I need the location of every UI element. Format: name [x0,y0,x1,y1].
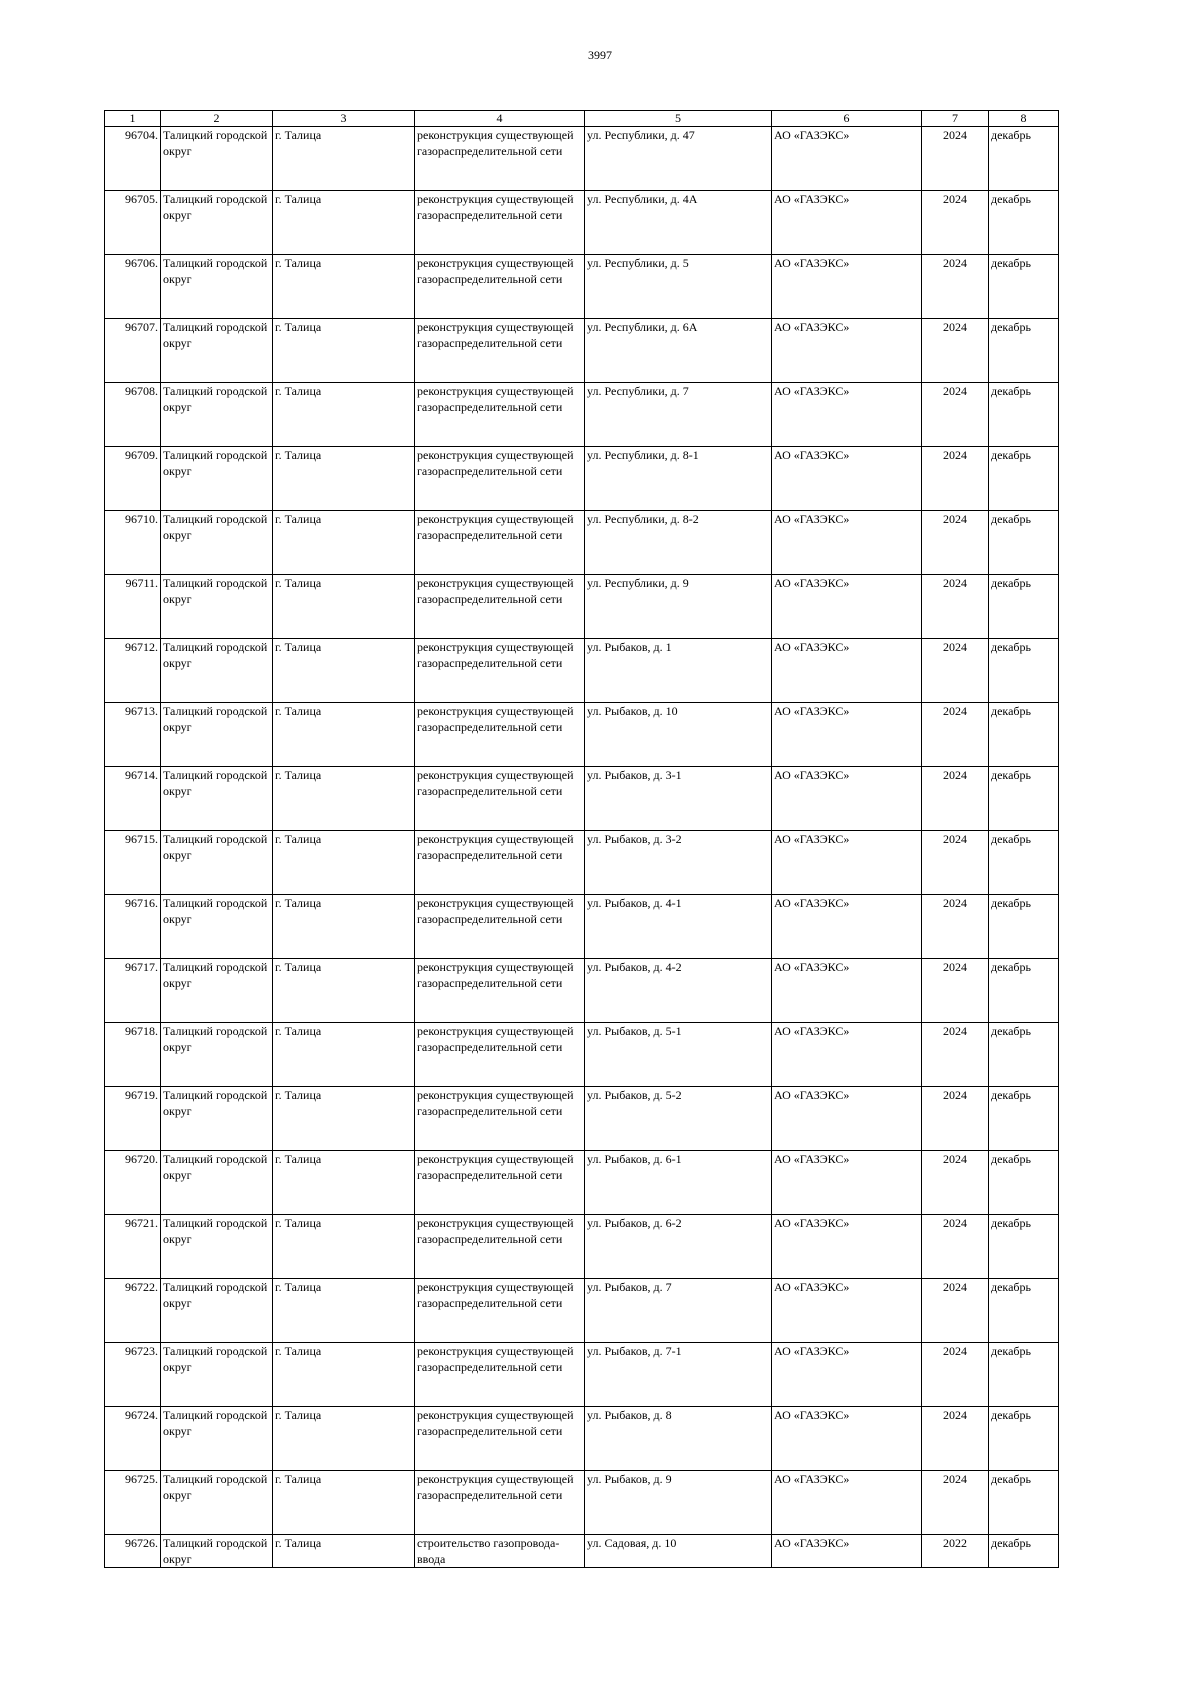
year-cell: 2022 [922,1535,989,1568]
work-type-line: ввода [417,1552,446,1566]
row-number-cell: 96722. [105,1279,161,1343]
district-cell: Талицкий городской округ [161,831,273,895]
year-cell: 2024 [922,1343,989,1407]
column-header-8: 8 [989,111,1059,127]
work-type-cell [415,1535,585,1568]
organization-cell: АО «ГАЗЭКС» [772,255,922,319]
work-type-line: реконструкция существующей [417,1024,574,1038]
address-cell: ул. Республики, д. 47 [585,127,772,191]
year-cell: 2024 [922,959,989,1023]
district-cell: Талицкий городской округ [161,1343,273,1407]
district-cell: Талицкий городской округ [161,1407,273,1471]
table-row [105,1535,1059,1568]
month-cell: декабрь [989,255,1059,319]
work-type-line: газораспределительной сети [417,1424,563,1438]
column-header-7: 7 [922,111,989,127]
year-cell: 2024 [922,1087,989,1151]
work-type-line: газораспределительной сети [417,1232,563,1246]
work-type-line: реконструкция существующей [417,384,574,398]
address-cell: ул. Республики, д. 8-1 [585,447,772,511]
city-cell: г. Талица [273,895,415,959]
organization-cell: АО «ГАЗЭКС» [772,1343,922,1407]
row-number-cell: 96711. [105,575,161,639]
column-header-3: 3 [273,111,415,127]
address-cell: ул. Рыбаков, д. 7-1 [585,1343,772,1407]
column-header-6: 6 [772,111,922,127]
work-type-cell [415,319,585,383]
row-number-cell: 96716. [105,895,161,959]
work-type-line: реконструкция существующей [417,512,574,526]
work-type-cell [415,1279,585,1343]
work-type-line: реконструкция существующей [417,1344,574,1358]
work-type-line: газораспределительной сети [417,1040,563,1054]
city-cell: г. Талица [273,383,415,447]
organization-cell: АО «ГАЗЭКС» [772,703,922,767]
row-number-cell: 96720. [105,1151,161,1215]
row-number-cell: 96724. [105,1407,161,1471]
city-cell: г. Талица [273,1471,415,1535]
organization-cell: АО «ГАЗЭКС» [772,1407,922,1471]
table-row [105,1087,1059,1151]
organization-cell: АО «ГАЗЭКС» [772,447,922,511]
row-number-cell: 96725. [105,1471,161,1535]
address-cell: ул. Рыбаков, д. 4-2 [585,959,772,1023]
month-cell: декабрь [989,1279,1059,1343]
table-row [105,447,1059,511]
year-cell: 2024 [922,767,989,831]
address-cell: ул. Рыбаков, д. 5-1 [585,1023,772,1087]
work-type-line: реконструкция существующей [417,1408,574,1422]
city-cell: г. Талица [273,1535,415,1568]
organization-cell: АО «ГАЗЭКС» [772,1023,922,1087]
work-type-line: реконструкция существующей [417,256,574,270]
district-cell: Талицкий городской округ [161,1471,273,1535]
organization-cell: АО «ГАЗЭКС» [772,511,922,575]
address-cell: ул. Рыбаков, д. 8 [585,1407,772,1471]
work-type-line: реконструкция существующей [417,1088,574,1102]
district-cell: Талицкий городской округ [161,1087,273,1151]
month-cell: декабрь [989,447,1059,511]
work-type-line: реконструкция существующей [417,960,574,974]
year-cell: 2024 [922,383,989,447]
work-type-line: газораспределительной сети [417,1488,563,1502]
year-cell: 2024 [922,319,989,383]
work-type-line: реконструкция существующей [417,1152,574,1166]
address-cell: ул. Рыбаков, д. 10 [585,703,772,767]
row-number-cell: 96710. [105,511,161,575]
year-cell: 2024 [922,1407,989,1471]
district-cell: Талицкий городской округ [161,1215,273,1279]
table-row [105,1215,1059,1279]
work-type-cell [415,831,585,895]
work-type-cell [415,1215,585,1279]
district-cell: Талицкий городской округ [161,1023,273,1087]
table-row [105,1343,1059,1407]
work-type-cell [415,255,585,319]
city-cell: г. Талица [273,1215,415,1279]
page-number: 3997 [588,48,612,62]
work-type-line: реконструкция существующей [417,832,574,846]
work-type-line: реконструкция существующей [417,576,574,590]
city-cell: г. Талица [273,1279,415,1343]
city-cell: г. Талица [273,575,415,639]
month-cell: декабрь [989,703,1059,767]
month-cell: декабрь [989,127,1059,191]
address-cell: ул. Рыбаков, д. 4-1 [585,895,772,959]
work-type-line: реконструкция существующей [417,1216,574,1230]
work-type-cell [415,1407,585,1471]
city-cell: г. Талица [273,319,415,383]
month-cell: декабрь [989,383,1059,447]
month-cell: декабрь [989,1215,1059,1279]
organization-cell: АО «ГАЗЭКС» [772,1471,922,1535]
address-cell: ул. Рыбаков, д. 1 [585,639,772,703]
work-type-cell [415,1471,585,1535]
city-cell: г. Талица [273,1023,415,1087]
work-type-line: реконструкция существующей [417,1280,574,1294]
organization-cell: АО «ГАЗЭКС» [772,1087,922,1151]
district-cell: Талицкий городской округ [161,191,273,255]
work-type-cell [415,1087,585,1151]
work-type-line: реконструкция существующей [417,448,574,462]
work-type-line: газораспределительной сети [417,1360,563,1374]
column-header-1: 1 [105,111,161,127]
work-type-line: газораспределительной сети [417,1168,563,1182]
month-cell: декабрь [989,1151,1059,1215]
table-row [105,1407,1059,1471]
city-cell: г. Талица [273,639,415,703]
row-number-cell: 96723. [105,1343,161,1407]
work-type-cell [415,1023,585,1087]
table-row [105,383,1059,447]
address-cell: ул. Рыбаков, д. 5-2 [585,1087,772,1151]
work-type-cell [415,1151,585,1215]
month-cell: декабрь [989,1087,1059,1151]
row-number-cell: 96707. [105,319,161,383]
column-header-2: 2 [161,111,273,127]
address-cell: ул. Республики, д. 4А [585,191,772,255]
work-type-cell [415,127,585,191]
work-type-cell [415,511,585,575]
district-cell: Талицкий городской округ [161,703,273,767]
district-cell: Талицкий городской округ [161,1535,273,1568]
month-cell: декабрь [989,1023,1059,1087]
table-row [105,639,1059,703]
row-number-cell: 96709. [105,447,161,511]
work-type-line: газораспределительной сети [417,272,563,286]
column-number-row [105,111,1059,127]
work-type-line: газораспределительной сети [417,528,563,542]
address-cell: ул. Республики, д. 5 [585,255,772,319]
table-row [105,1471,1059,1535]
row-number-cell: 96726. [105,1535,161,1568]
table-row [105,831,1059,895]
work-type-line: реконструкция существующей [417,896,574,910]
district-cell: Талицкий городской округ [161,1151,273,1215]
month-cell: декабрь [989,1343,1059,1407]
gas-network-registry-table [104,110,1059,1568]
work-type-line: газораспределительной сети [417,464,563,478]
year-cell: 2024 [922,831,989,895]
work-type-line: реконструкция существующей [417,640,574,654]
work-type-cell [415,447,585,511]
work-type-cell [415,575,585,639]
table-row [105,255,1059,319]
city-cell: г. Талица [273,1343,415,1407]
row-number-cell: 96719. [105,1087,161,1151]
work-type-line: реконструкция существующей [417,1472,574,1486]
district-cell: Талицкий городской округ [161,959,273,1023]
district-cell: Талицкий городской округ [161,255,273,319]
month-cell: декабрь [989,191,1059,255]
work-type-line: газораспределительной сети [417,400,563,414]
city-cell: г. Талица [273,1087,415,1151]
year-cell: 2024 [922,639,989,703]
row-number-cell: 96712. [105,639,161,703]
address-cell: ул. Республики, д. 6А [585,319,772,383]
district-cell: Талицкий городской округ [161,319,273,383]
work-type-line: газораспределительной сети [417,912,563,926]
organization-cell: АО «ГАЗЭКС» [772,767,922,831]
year-cell: 2024 [922,1471,989,1535]
organization-cell: АО «ГАЗЭКС» [772,1535,922,1568]
table-row [105,1023,1059,1087]
month-cell: декабрь [989,639,1059,703]
address-cell: ул. Республики, д. 9 [585,575,772,639]
table-row [105,767,1059,831]
address-cell: ул. Рыбаков, д. 3-1 [585,767,772,831]
row-number-cell: 96718. [105,1023,161,1087]
work-type-line: газораспределительной сети [417,592,563,606]
table-row [105,319,1059,383]
table-row [105,703,1059,767]
month-cell: декабрь [989,575,1059,639]
organization-cell: АО «ГАЗЭКС» [772,831,922,895]
year-cell: 2024 [922,255,989,319]
month-cell: декабрь [989,1471,1059,1535]
organization-cell: АО «ГАЗЭКС» [772,1215,922,1279]
work-type-cell [415,1343,585,1407]
organization-cell: АО «ГАЗЭКС» [772,575,922,639]
work-type-line: газораспределительной сети [417,1104,563,1118]
row-number-cell: 96713. [105,703,161,767]
city-cell: г. Талица [273,255,415,319]
organization-cell: АО «ГАЗЭКС» [772,319,922,383]
work-type-line: газораспределительной сети [417,336,563,350]
table-row [105,575,1059,639]
year-cell: 2024 [922,895,989,959]
row-number-cell: 96706. [105,255,161,319]
address-cell: ул. Рыбаков, д. 9 [585,1471,772,1535]
work-type-cell [415,191,585,255]
work-type-line: газораспределительной сети [417,1296,563,1310]
work-type-line: реконструкция существующей [417,704,574,718]
month-cell: декабрь [989,511,1059,575]
row-number-cell: 96715. [105,831,161,895]
year-cell: 2024 [922,511,989,575]
month-cell: декабрь [989,1535,1059,1568]
work-type-line: реконструкция существующей [417,128,574,142]
work-type-line: газораспределительной сети [417,784,563,798]
year-cell: 2024 [922,575,989,639]
city-cell: г. Талица [273,511,415,575]
district-cell: Талицкий городской округ [161,767,273,831]
organization-cell: АО «ГАЗЭКС» [772,1151,922,1215]
work-type-line: газораспределительной сети [417,976,563,990]
year-cell: 2024 [922,127,989,191]
work-type-cell [415,959,585,1023]
city-cell: г. Талица [273,191,415,255]
city-cell: г. Талица [273,703,415,767]
district-cell: Талицкий городской округ [161,127,273,191]
work-type-line: строительство газопровода- [417,1536,560,1550]
city-cell: г. Талица [273,767,415,831]
city-cell: г. Талица [273,1407,415,1471]
month-cell: декабрь [989,767,1059,831]
city-cell: г. Талица [273,959,415,1023]
work-type-cell [415,703,585,767]
table-row [105,511,1059,575]
organization-cell: АО «ГАЗЭКС» [772,191,922,255]
district-cell: Талицкий городской округ [161,383,273,447]
work-type-line: газораспределительной сети [417,848,563,862]
work-type-cell [415,767,585,831]
district-cell: Талицкий городской округ [161,511,273,575]
month-cell: декабрь [989,831,1059,895]
row-number-cell: 96708. [105,383,161,447]
address-cell: ул. Рыбаков, д. 6-2 [585,1215,772,1279]
organization-cell: АО «ГАЗЭКС» [772,959,922,1023]
month-cell: декабрь [989,1407,1059,1471]
table-row [105,895,1059,959]
address-cell: ул. Рыбаков, д. 6-1 [585,1151,772,1215]
month-cell: декабрь [989,895,1059,959]
city-cell: г. Талица [273,127,415,191]
city-cell: г. Талица [273,1151,415,1215]
organization-cell: АО «ГАЗЭКС» [772,895,922,959]
address-cell: ул. Рыбаков, д. 3-2 [585,831,772,895]
row-number-cell: 96714. [105,767,161,831]
table-row [105,191,1059,255]
month-cell: декабрь [989,959,1059,1023]
organization-cell: АО «ГАЗЭКС» [772,383,922,447]
work-type-cell [415,383,585,447]
work-type-line: газораспределительной сети [417,720,563,734]
year-cell: 2024 [922,447,989,511]
year-cell: 2024 [922,1215,989,1279]
address-cell: ул. Республики, д. 8-2 [585,511,772,575]
year-cell: 2024 [922,191,989,255]
year-cell: 2024 [922,1279,989,1343]
address-cell: ул. Республики, д. 7 [585,383,772,447]
table-row [105,1279,1059,1343]
table-body [105,127,1059,1568]
row-number-cell: 96704. [105,127,161,191]
row-number-cell: 96721. [105,1215,161,1279]
organization-cell: АО «ГАЗЭКС» [772,1279,922,1343]
work-type-line: реконструкция существующей [417,768,574,782]
year-cell: 2024 [922,703,989,767]
city-cell: г. Талица [273,447,415,511]
row-number-cell: 96705. [105,191,161,255]
district-cell: Талицкий городской округ [161,639,273,703]
year-cell: 2024 [922,1151,989,1215]
table-row [105,959,1059,1023]
organization-cell: АО «ГАЗЭКС» [772,127,922,191]
organization-cell: АО «ГАЗЭКС» [772,639,922,703]
work-type-line: газораспределительной сети [417,144,563,158]
month-cell: декабрь [989,319,1059,383]
table-row [105,127,1059,191]
work-type-cell [415,639,585,703]
work-type-cell [415,895,585,959]
work-type-line: газораспределительной сети [417,208,563,222]
address-cell: ул. Садовая, д. 10 [585,1535,772,1568]
row-number-cell: 96717. [105,959,161,1023]
district-cell: Талицкий городской округ [161,1279,273,1343]
district-cell: Талицкий городской округ [161,895,273,959]
district-cell: Талицкий городской округ [161,447,273,511]
table-row [105,1151,1059,1215]
year-cell: 2024 [922,1023,989,1087]
column-header-4: 4 [415,111,585,127]
work-type-line: газораспределительной сети [417,656,563,670]
column-header-5: 5 [585,111,772,127]
work-type-line: реконструкция существующей [417,192,574,206]
district-cell: Талицкий городской округ [161,575,273,639]
address-cell: ул. Рыбаков, д. 7 [585,1279,772,1343]
work-type-line: реконструкция существующей [417,320,574,334]
city-cell: г. Талица [273,831,415,895]
